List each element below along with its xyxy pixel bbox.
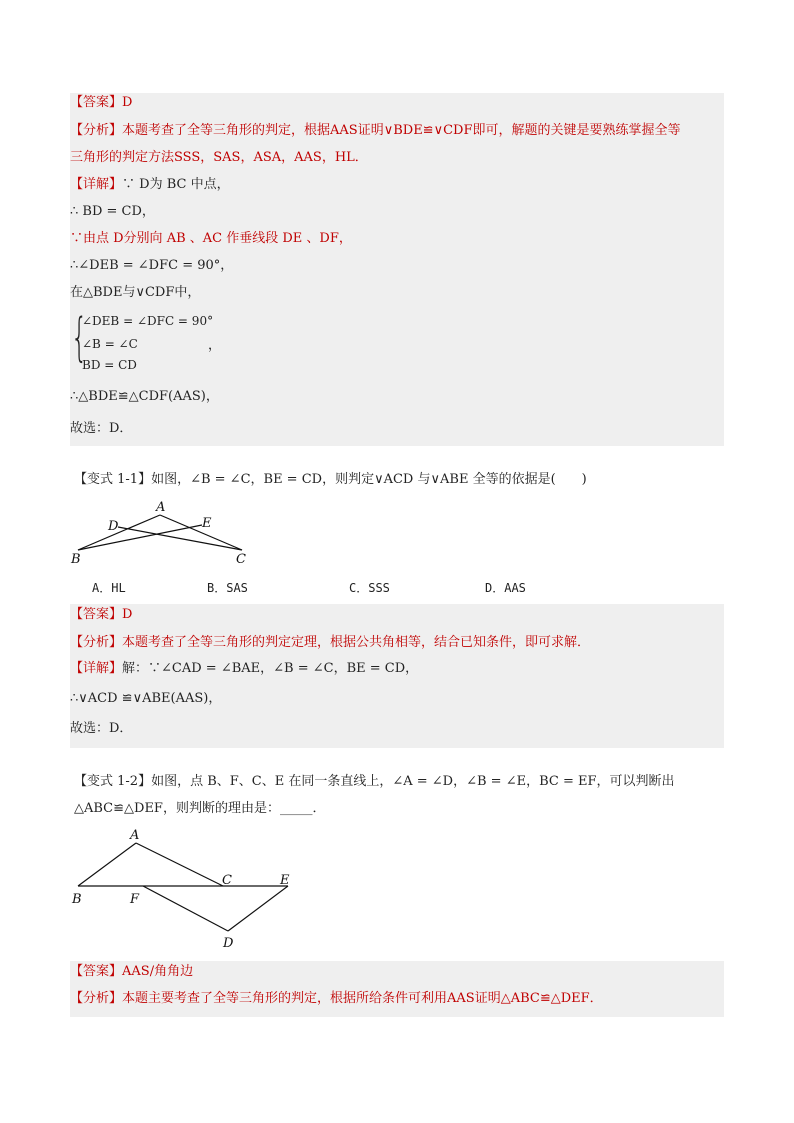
detail-text-1: ∵ D为 BC 中点， (122, 177, 230, 192)
system-eq-1: ∠DEB = ∠DFC = 90° (82, 314, 214, 328)
system-eq-3: BD = CD (82, 358, 137, 372)
label-B: B (72, 892, 82, 907)
label-C: C (222, 873, 232, 888)
option-b[interactable]: B．SAS (207, 581, 248, 595)
answer-value: D (122, 95, 133, 110)
segment-BA (78, 843, 136, 886)
detail-line-1 (70, 176, 230, 194)
analysis-text: 本题主要考查了全等三角形的判定，根据所给条件可利用AAS证明△ABC≌△DEF． (122, 991, 603, 1006)
answer-value: D (122, 607, 133, 622)
label-B: B (71, 552, 81, 567)
segment-AC (160, 515, 242, 550)
label-A: A (156, 500, 166, 515)
answer-tag: 【答案】 (70, 95, 123, 110)
segment-AC (136, 843, 223, 886)
system-brace: { (71, 308, 88, 368)
analysis-line-1 (70, 122, 680, 140)
label-C: C (236, 552, 246, 567)
detail-line-choose: 故选：D． (70, 421, 133, 436)
detail-line-concl: ∴△BDE≌△CDF(AAS)， (70, 389, 219, 404)
answer-line (70, 963, 193, 981)
variant-1-2-figure (68, 823, 308, 953)
option-a[interactable]: A．HL (92, 581, 126, 595)
answer-value: AAS/角角边 (122, 964, 194, 979)
answer-line (70, 606, 132, 624)
detail-line-angle: ∴∠DEB = ∠DFC = 90°， (70, 258, 234, 273)
answer-line (70, 94, 132, 112)
solution-block-1 (70, 93, 724, 446)
variant-1-2-question-line-2: △ABC≌△DEF，则判断的理由是：_____． (74, 801, 326, 816)
variant-1-1-figure (70, 500, 270, 570)
segment-BE (78, 525, 202, 550)
detail-tag: 【详解】 (70, 177, 123, 192)
system-comma: ， (208, 338, 222, 353)
label-A: A (130, 828, 140, 843)
detail-line-bd: ∴ BD = CD， (70, 204, 155, 219)
solution-block-3 (70, 961, 724, 1017)
analysis-text-1: 本题考查了全等三角形的判定，根据AAS证明∨BDE≌∨CDF即可，解题的关键是要熟练掌握全等 (122, 123, 681, 138)
analysis-tag: 【分析】 (70, 991, 123, 1006)
detail-tag: 【详解】 (70, 661, 123, 676)
analysis-line-2: 三角形的判定方法SSS，SAS，ASA，AAS，HL． (70, 150, 368, 165)
system-eq-2: ∠B = ∠C (82, 337, 138, 351)
answer-tag: 【答案】 (70, 607, 123, 622)
option-d[interactable]: D．AAS (485, 581, 526, 595)
detail-line-in: 在△BDE与∨CDF中， (70, 285, 201, 300)
variant-1-2-question-line-1: 【变式 1-2】如图，点 B、F、C、E 在同一条直线上，∠A = ∠D，∠B = ∠E，BC = EF，可以判断出 (74, 774, 675, 789)
label-F: F (130, 892, 140, 907)
answer-tag: 【答案】 (70, 964, 123, 979)
detail-line-concl: ∴∨ACD ≌∨ABE(AAS)， (70, 691, 222, 706)
solution-block-2 (70, 604, 724, 748)
analysis-line (70, 990, 603, 1008)
label-E: E (280, 873, 290, 888)
segment-ED (228, 886, 288, 931)
analysis-tag: 【分析】 (70, 635, 123, 650)
label-D: D (223, 936, 234, 951)
analysis-text: 本题考查了全等三角形的判定定理，根据公共角相等，结合已知条件，即可求解． (122, 635, 591, 650)
segment-DF (143, 886, 228, 931)
label-D: D (108, 519, 119, 534)
detail-line-perp: ∵由点 D分别向 AB 、AC 作垂线段 DE 、DF， (70, 231, 352, 246)
detail-line-choose: 故选：D． (70, 721, 133, 736)
label-E: E (202, 516, 212, 531)
variant-1-1-question: 【变式 1-1】如图，∠B = ∠C，BE = CD，则判定∨ACD 与∨ABE 全等的依据是( ) (74, 472, 587, 487)
analysis-line (70, 634, 590, 652)
detail-text: 解：∵∠CAD = ∠BAE，∠B = ∠C，BE = CD， (122, 661, 419, 676)
analysis-tag: 【分析】 (70, 123, 123, 138)
detail-line (70, 660, 418, 678)
option-c[interactable]: C．SSS (349, 581, 390, 595)
